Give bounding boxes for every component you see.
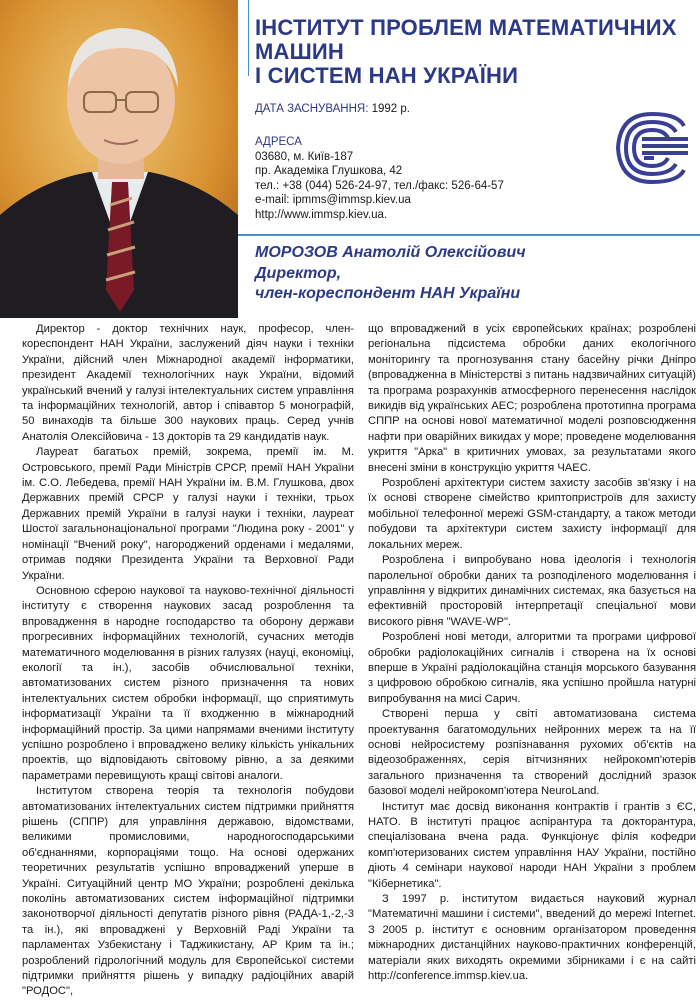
body-column-right <box>368 322 696 984</box>
body-paragraph: Розроблена і випробувано нова ідеологія і технологія паролельної обробки даних та розподіленого моделювання і управління у відкритих динамічних системах, яка базується на ефективній просторовій інтерпретації спеціальної мови високого рівня "WAVE-WP". <box>368 554 696 628</box>
body-paragraph: Лауреат багатьох премій, зокрема, премії ім. М. Островського, премії Ради Міністрів СРСР, премії НАН України ім. С.О. Лебедева, премії НАН України ім. В.М. Глушкова, двох Державних премій СРСР у галузі науки і техніки, трьох Державних премій України в галузі науки і техніки, лауреат Шостої загальнонаціональної програми "Людина року - 2001" у номінації "Вчений року", нагороджений орденами і медалями, отримав подяки Президента України та Верховної Ради України. <box>22 446 354 582</box>
founded-value: 1992 р. <box>371 103 410 115</box>
body-paragraph: Інститут має досвід виконання контрактів і грантів з ЄС, НАТО. В інституті працює аспірантура та докторантура, спеціалізована вчена рада. Функціонує філія кофедри комп'ютеризованих систем управління НАУ України, постійно діють 4 семінари наукової народи НАН України з проблем "Кібернетика". <box>368 800 696 890</box>
founded-info <box>255 102 410 117</box>
institute-title <box>255 16 695 88</box>
address-line: пр. Академіка Глушкова, 42 <box>255 165 403 177</box>
director-block <box>255 243 695 305</box>
body-column-left <box>22 322 354 1000</box>
director-rank: член-кореспондент НАН України <box>255 285 521 302</box>
body-paragraph: Директор - доктор технічних наук, професор, член-кореспондент НАН України, заслужений діяч науки і техніки України, дійсний член Міжнародної академії інформатики, президент Академії технологічних наук України, відомий український вчений у галузі інтелектуальних систем управління та інформаційних технологій, автор і співавтор 5 монографій, 50 винаходів та більше 300 наукових праць. Серед учнів Анатолія Олексійовича - 13 докторів та 29 кандидатів наук. <box>22 323 354 443</box>
body-paragraph: З 1997 р. інститутом видається науковий журнал "Математичні машини і системи", введений до мережі Internet. З 2005 р. інститут є основним організатором проведення міжнародних дистанційних науково-практичних конференцій, матеріали яких виходять окремими збірниками і є на сайті http://conference.immsp.kiev.ua. <box>368 893 696 983</box>
address-label: АДРЕСА <box>255 136 302 148</box>
director-portrait <box>0 0 238 318</box>
portrait-illustration <box>0 0 238 318</box>
address-line: 03680, м. Київ-187 <box>255 150 354 163</box>
body-paragraph: Інститутом створена теорія та технологія побудови автоматизованих інтелектуальних систем підтримки прийняття рішень (СППР) для управління державою, відомствами, великими промисловими, народногосподарськими об'єднаннями, корпораціями тощо. На основі одержаних теоретичних результатів успішно впроваджений уперше в Україні. Ситуаційний центр МО України; розроблені декілька поколінь автоматизованих систем інформаційної підтримки законотворчої діяльності депутатів різного рівня (РАДА-1,-2,-3 та ін.), які впроваджені у Верховній Раді України та парламентах Узбекистану і Таджикистану, АР Крим та ін.; розроблений гідрологічний модуль для Європейської системи підтримки прийняття рішень у випадку радіоційних аварій "РОДОС", <box>22 785 354 998</box>
website-link[interactable]: http://www.immsp.kiev.ua. <box>255 208 388 221</box>
director-name: МОРОЗОВ Анатолій Олексійович <box>255 244 526 261</box>
body-paragraph: Розроблені архітектури систем захисту засобів зв'язку і на їх основі створене сімейство криптопристроїв для захисту мобільної телефонної мережі GSM-стандарту, а також методи побудови та архітектури систем захисту інформації для локальних мереж. <box>368 477 696 551</box>
email-link[interactable]: e-mail: ipmms@immsp.kiev.ua <box>255 194 411 206</box>
institute-logo-icon <box>612 108 692 188</box>
body-paragraph: Основною сферою наукової та науково-технічної діяльності інституту є створення наукових засад розроблення та впровадження в народне господарство та оборону держави прогресивних інформаційних технологій, сучасних методів математичного моделювання в різних галузях (науці, економіці, екології та ін.), засобів обчислювальної техніки, автоматизованих систем різного призначення та нових інтелектуальних систем обробки інформації, що сприятимуть інформатизації України та її входженню в міжнародний інформаційний простір. За цими напрямами вченими інституту успішно розроблено і впроваджено велику кількість унікальних проектів, що відповідають світовому рівню, а за деякими параметрами перевищують кращі світові аналоги. <box>22 584 354 782</box>
address-block <box>255 135 504 222</box>
institute-title-line2: І СИСТЕМ НАН УКРАЇНИ <box>255 63 519 88</box>
body-paragraph: Створені перша у світі автоматизована система проектування багатомодульних нейронних мереж та на її основі нейросистему розпізнавання рухомих об'єктів на відеозображеннях, серія вітчизняних нейрокомп'ютерів загального призначення та створений дослідний зразок базової моделі нейрокомп'ютера NeuroLand. <box>368 708 696 798</box>
body-paragraph: Розроблені нові методи, алгоритми та програми цифрової обробки радіолокаційних сигналів і створена на їх основі вперше в Україні радіолокаційна станція морського базування з цифровою обробкою сигналів, яка успішно пройшла натурні випробування на мисі Сарич. <box>368 631 696 705</box>
director-position: Директор, <box>255 264 342 282</box>
institute-title-line1: ІНСТИТУТ ПРОБЛЕМ МАТЕМАТИЧНИХ МАШИН <box>255 15 677 64</box>
body-paragraph: що впроваджений в усіх європейських країнах; розроблені регіональна підсистема обробки даних екологічного моніторингу та прогнозування стану басейну річки Дніпро (впровадженна в Міністерстві з питань надзвичайних ситуацій) та програма розрахунків атмосферного перенесення наслідок викидів від українських АЕС; розроблена прототипна програма СППР на основі нової математичної моделі розповсюдження нафти при оварійних викидах у море; проведене моделювання укриття "Арка" в критичних умовах, за результатами якого внесені зміни в конструкцію укриття ЧАЕС. <box>368 323 696 474</box>
phone-line: тел.: +38 (044) 526-24-97, тел./факс: 526-64-57 <box>255 179 504 192</box>
header-accent-line <box>248 0 249 76</box>
founded-label: ДАТА ЗАСНУВАННЯ: <box>255 103 369 115</box>
header-divider <box>238 234 700 236</box>
